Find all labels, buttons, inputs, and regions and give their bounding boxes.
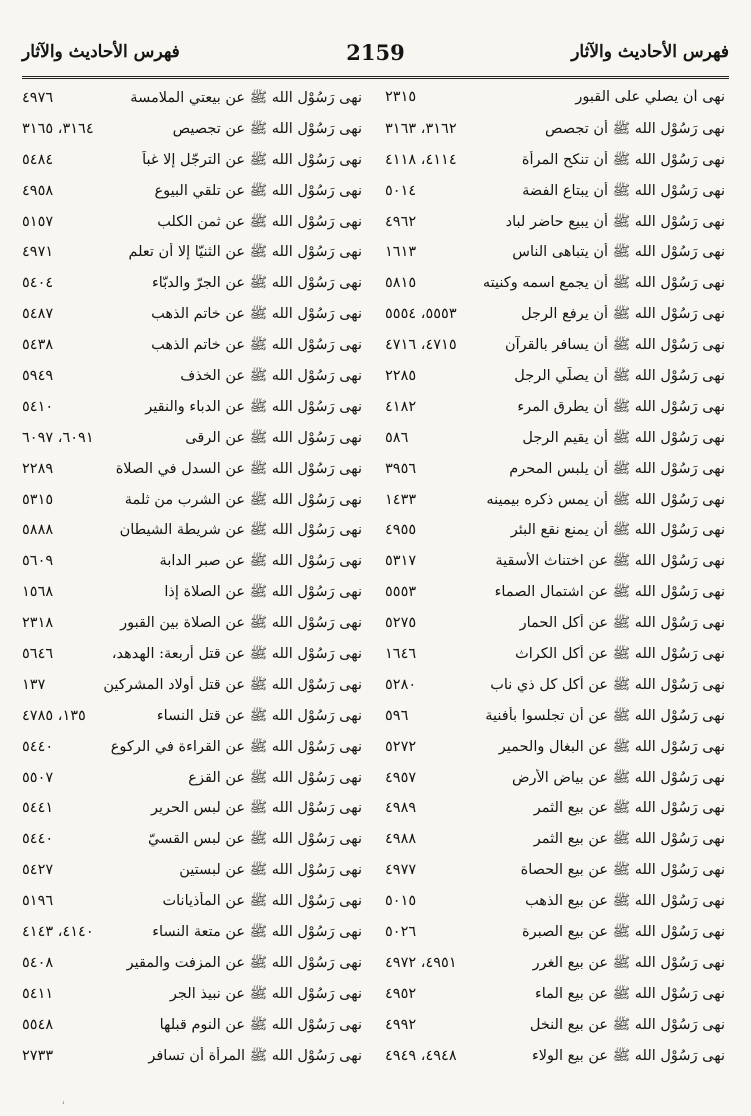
entry-text: نهى رَسُوْل الله ﷺ عن الجرّ والدبّاء: [151, 275, 362, 292]
entry-refs: ٢٢٨٥: [385, 368, 417, 385]
entry-refs: ٥٤٠٤: [22, 275, 54, 292]
entry-text: نهى رَسُوْل الله ﷺ عن أكل الكراث: [515, 646, 725, 663]
entry-text: نهى رَسُوْل الله ﷺ عن المأذيانات: [162, 893, 362, 910]
entry-refs: ٥٩٤٩: [22, 368, 54, 385]
entry-text: نهى رَسُوْل الله ﷺ عن بيع الماء: [534, 985, 725, 1002]
index-entry: [385, 552, 725, 583]
entry-refs: ١٣٥، ٤٧٨٥: [22, 707, 86, 724]
index-entry: [22, 830, 362, 861]
index-entry: [22, 552, 362, 583]
entry-text: نهى رَسُوْل الله ﷺ عن القراءة في الركوع: [110, 738, 362, 755]
entry-refs: ٤٧١٥، ٤٧١٦: [385, 337, 457, 354]
entry-refs: ٥٤٨٧: [22, 306, 54, 323]
index-entry: [22, 305, 362, 336]
page-number: 2159: [346, 40, 405, 65]
entry-text: نهى رَسُوْل الله ﷺ عن بياض الأرض: [511, 769, 725, 786]
entry-text: نهى رَسُوْل الله ﷺ عن صبر الدابة: [159, 553, 362, 570]
entry-refs: ٥٥٤٨: [22, 1016, 54, 1033]
index-entry: [385, 491, 725, 522]
entry-refs: ٤١٤٠، ٤١٤٣: [22, 924, 94, 941]
entry-refs: ٥٥٠٧: [22, 769, 54, 786]
entry-text: نهى رَسُوْل الله ﷺ عن النوم قبلها: [159, 1016, 362, 1033]
index-entry: [22, 120, 362, 151]
entry-refs: ٥٠١٥: [385, 893, 417, 910]
entry-refs: ٣١٦٤، ٣١٦٥: [22, 120, 94, 137]
index-entry: [385, 120, 725, 151]
entry-text: نهى رَسُوْل الله ﷺ عن الصلاة بين القبور: [120, 615, 362, 632]
stray-mark: ۥ: [62, 1098, 65, 1109]
entry-refs: ١٤٣٣: [385, 491, 417, 508]
entry-refs: ٥٤٤١: [22, 800, 54, 817]
entry-text: نهى رَسُوْل الله ﷺ أن تجصص: [545, 120, 725, 137]
entry-text: نهى رَسُوْل الله ﷺ أن يجمع اسمه وكنيته: [482, 275, 725, 292]
entry-refs: ٥٤١٠: [22, 398, 54, 415]
entry-text: نهى رَسُوْل الله ﷺ أن يقيم الرجل: [522, 429, 725, 446]
index-entry: [22, 182, 362, 213]
index-entry: [22, 645, 362, 676]
entry-refs: ١٥٦٨: [22, 584, 54, 601]
entry-text: نهى رَسُوْل الله ﷺ عن بيع الحصاة: [520, 862, 725, 879]
entry-refs: ٥٥٥٣، ٥٥٥٤: [385, 306, 457, 323]
entry-refs: ٤٩٧٧: [385, 862, 417, 879]
entry-refs: ٤٩٧١: [22, 244, 54, 261]
index-entry: [22, 583, 362, 614]
entry-refs: ٥٢٨٠: [385, 676, 417, 693]
index-entry: [22, 521, 362, 552]
index-entry: [22, 614, 362, 645]
index-entry: [385, 213, 725, 244]
entry-text: نهى رَسُوْل الله ﷺ أن يصلّي الرجل: [514, 368, 725, 385]
entry-text: نهى رَسُوْل الله ﷺ عن الرقى: [185, 429, 362, 446]
entry-refs: ٤٩٩٢: [385, 1016, 417, 1033]
entry-refs: ٥٢٧٢: [385, 738, 417, 755]
entry-text: نهى رَسُوْل الله ﷺ عن قتل النساء: [156, 707, 362, 724]
entry-text: نهى رَسُوْل الله ﷺ عن لبس القسيّ: [148, 831, 362, 848]
entry-refs: ٥٤٤٠: [22, 738, 54, 755]
entry-text: نهى رَسُوْل الله ﷺ أن تنكح المرأة: [521, 151, 725, 168]
index-entry: [385, 985, 725, 1016]
entry-text: نهى رَسُوْل الله ﷺ عن شريطة الشيطان: [119, 522, 362, 539]
index-entry: [22, 861, 362, 892]
entry-refs: ٢٧٣٣: [22, 1047, 54, 1064]
index-entry: [385, 460, 725, 491]
entry-refs: ٥٦٠٩: [22, 553, 54, 570]
entry-refs: ٢٣١٨: [22, 615, 54, 632]
entry-text: نهى رَسُوْل الله ﷺ عن بيع الذهب: [525, 893, 725, 910]
index-entry: [385, 305, 725, 336]
index-entry: [385, 182, 725, 213]
entry-text: نهى رَسُوْل الله ﷺ عن قتل أولاد المشركين: [103, 676, 362, 693]
entry-refs: ٤٩٥٧: [385, 769, 417, 786]
entry-text: نهى رَسُوْل الله ﷺ أن يبيع حاضر لباد: [505, 213, 725, 230]
entry-text: نهى رَسُوْل الله ﷺ عن بيع الغرر: [532, 954, 725, 971]
entry-text: نهى رَسُوْل الله ﷺ عن بيع الثمر: [533, 831, 725, 848]
index-entry: [385, 521, 725, 552]
index-entry: [385, 1016, 725, 1047]
entry-refs: ٥٣١٥: [22, 491, 54, 508]
index-entry: [385, 799, 725, 830]
entry-text: نهى رَسُوْل الله ﷺ أن يلبس المحرم: [509, 460, 725, 477]
entry-refs: ٢٣١٥: [385, 89, 417, 105]
entry-refs: ٤١١٤، ٤١١٨: [385, 151, 457, 168]
entry-text: نهى رَسُوْل الله ﷺ عن تجصيص: [172, 120, 362, 137]
entry-text: نهى رَسُوْل الله ﷺ عن اشتمال الصماء: [494, 584, 725, 601]
entry-text: نهى رَسُوْل الله ﷺ عن أكل الحمار: [519, 615, 725, 632]
index-entry: [385, 830, 725, 861]
index-entry: [385, 614, 725, 645]
index-entry: [22, 769, 362, 800]
entry-text: نهى رَسُوْل الله ﷺ عن أكل كل ذي ناب: [490, 676, 725, 693]
entry-refs: ٤٩٥١، ٤٩٧٢: [385, 954, 457, 971]
entry-text: نهى رَسُوْل الله ﷺ عن المزفت والمقير: [126, 954, 362, 971]
entry-refs: ٣٩٥٦: [385, 460, 417, 477]
index-entry: [385, 336, 725, 367]
index-entry: [22, 799, 362, 830]
index-entry: [22, 274, 362, 305]
entry-refs: ٥٩٦: [385, 707, 409, 724]
index-entry: [22, 676, 362, 707]
index-entry: [22, 954, 362, 985]
entry-refs: ٥٤٤٠: [22, 831, 54, 848]
entry-text: نهى رَسُوْل الله ﷺ عن الشرب من ثلمة: [124, 491, 362, 508]
entry-text: نهى رَسُوْل الله ﷺ عن الصلاة إذا: [164, 584, 362, 601]
entry-text: نهى رَسُوْل الله ﷺ عن نبيذ الجر: [169, 985, 362, 1002]
entry-text: نهى رَسُوْل الله ﷺ عن بيع الصبرة: [522, 924, 725, 941]
running-title-right: فهرس الأحاديث والآثار: [571, 42, 729, 62]
entry-text: نهى أن يصلي على القبور: [575, 89, 725, 105]
entry-refs: ٤٩٤٨، ٤٩٤٩: [385, 1047, 457, 1064]
entry-refs: ٥٠١٤: [385, 182, 417, 199]
entry-text: نهى رَسُوْل الله ﷺ عن البغال والحمير: [498, 738, 725, 755]
entry-refs: ٥٤٢٧: [22, 862, 54, 879]
entry-text: نهى رَسُوْل الله ﷺ عن الدباء والنقير: [145, 398, 362, 415]
entry-text: نهى رَسُوْل الله ﷺ أن يتباهى الناس: [512, 244, 725, 261]
entry-text: نهى رَسُوْل الله ﷺ عن اختناث الأسقية: [495, 553, 725, 570]
entry-refs: ٣١٦٢، ٣١٦٣: [385, 120, 457, 137]
entry-refs: ٥٦٤٦: [22, 646, 54, 663]
entry-text: نهى رَسُوْل الله ﷺ عن خاتم الذهب: [151, 306, 362, 323]
entry-text: نهى رَسُوْل الله ﷺ عن قتل أربعة: الهدهد،: [111, 646, 362, 663]
entry-text: نهى رَسُوْل الله ﷺ أن يمنع نقع البئر: [510, 522, 725, 539]
index-entry: [385, 583, 725, 614]
index-entry: [385, 151, 725, 182]
index-entry: [385, 769, 725, 800]
entry-refs: ٥٥٥٣: [385, 584, 417, 601]
index-entry: [22, 367, 362, 398]
entry-refs: ٥٤٣٨: [22, 337, 54, 354]
index-entry: [385, 398, 725, 429]
entry-refs: ٤٩٨٩: [385, 800, 417, 817]
entry-refs: ٤١٨٢: [385, 398, 417, 415]
index-entry: [385, 1047, 725, 1078]
entry-refs: ٥٢٧٥: [385, 615, 417, 632]
entry-refs: ٥٤٨٤: [22, 151, 54, 168]
entry-refs: ٤٩٥٢: [385, 985, 417, 1002]
page-header: [22, 40, 729, 70]
header-rule: [22, 76, 729, 79]
index-entry: [385, 738, 725, 769]
index-entry: [22, 460, 362, 491]
index-entry: [385, 367, 725, 398]
entry-text: نهى رَسُوْل الله ﷺ عن خاتم الذهب: [151, 337, 362, 354]
index-entry: [385, 861, 725, 892]
entry-refs: ٦٠٩١، ٦٠٩٧: [22, 429, 94, 446]
entry-text: نهى رَسُوْل الله ﷺ عن الخذف: [180, 368, 362, 385]
entry-text: نهى رَسُوْل الله ﷺ عن بيع الثمر: [533, 800, 725, 817]
index-entry: [22, 1047, 362, 1078]
index-entry: [385, 954, 725, 985]
index-entry: [22, 398, 362, 429]
entry-text: نهى رَسُوْل الله ﷺ أن يرفع الرجل: [521, 306, 725, 323]
entry-text: نهى رَسُوْل الله ﷺ عن لبستين: [179, 862, 362, 879]
entry-refs: ٤٩٨٨: [385, 831, 417, 848]
index-entry: [22, 738, 362, 769]
entry-refs: ٥٠٢٦: [385, 924, 417, 941]
entry-text: نهى رَسُوْل الله ﷺ عن بيعتي الملامسة: [130, 90, 362, 106]
entry-refs: ١٣٧: [22, 676, 46, 693]
entry-refs: ٥٤١١: [22, 985, 54, 1002]
entry-text: نهى رَسُوْل الله ﷺ أن يسافر بالقرآن: [504, 337, 725, 354]
index-entry: [385, 707, 725, 738]
entry-refs: ٤٩٦٢: [385, 213, 417, 230]
entry-refs: ٤٩٧٦: [22, 90, 54, 106]
entry-text: نهى رَسُوْل الله ﷺ عن متعة النساء: [152, 924, 362, 941]
index-entry: [385, 89, 725, 120]
index-entry: [385, 243, 725, 274]
index-entry: [385, 923, 725, 954]
entry-text: نهى رَسُوْل الله ﷺ عن تلقي البيوع: [154, 182, 362, 199]
index-entry: [22, 923, 362, 954]
right-column: [385, 89, 725, 1078]
entry-refs: ٥٣١٧: [385, 553, 417, 570]
index-entry: [22, 213, 362, 244]
index-entry: [22, 151, 362, 182]
index-entry: [22, 892, 362, 923]
index-entry: [22, 1016, 362, 1047]
entry-text: نهى رَسُوْل الله ﷺ عن بيع النخل: [529, 1016, 725, 1033]
index-entry: [385, 892, 725, 923]
index-entry: [22, 89, 362, 120]
entry-refs: ٥٨١٥: [385, 275, 417, 292]
entry-refs: ١٦٤٦: [385, 646, 417, 663]
entry-refs: ٥٤٠٨: [22, 954, 54, 971]
entry-text: نهى رَسُوْل الله ﷺ المرأة أن تسافر: [148, 1047, 362, 1064]
running-title-left: فهرس الأحاديث والآثار: [22, 42, 180, 62]
entry-text: نهى رَسُوْل الله ﷺ أن يبتاع الفضة: [522, 182, 725, 199]
entry-text: نهى رَسُوْل الله ﷺ عن الثنيّا إلا أن تعلم: [128, 244, 362, 261]
entry-text: نهى رَسُوْل الله ﷺ عن القزع: [188, 769, 362, 786]
index-entry: [22, 707, 362, 738]
entry-text: نهى رَسُوْل الله ﷺ عن أن تجلسوا بأفنية: [485, 707, 725, 724]
left-column: [22, 89, 362, 1078]
entry-text: نهى رَسُوْل الله ﷺ أن يطرق المرء: [517, 398, 725, 415]
index-entry: [22, 336, 362, 367]
entry-text: نهى رَسُوْل الله ﷺ عن لبس الحرير: [151, 800, 362, 817]
entry-text: نهى رَسُوْل الله ﷺ عن السدل في الصلاة: [115, 460, 362, 477]
index-entry: [385, 274, 725, 305]
entry-refs: ٢٢٨٩: [22, 460, 54, 477]
entry-refs: ٥٨٦: [385, 429, 409, 446]
entry-refs: ٥١٥٧: [22, 213, 54, 230]
index-entry: [22, 985, 362, 1016]
entry-text: نهى رَسُوْل الله ﷺ عن ثمن الكلب: [157, 213, 362, 230]
entry-text: نهى رَسُوْل الله ﷺ عن بيع الولاء: [531, 1047, 725, 1064]
index-entry: [22, 429, 362, 460]
entry-text: نهى رَسُوْل الله ﷺ عن الترجّل إلا غباً: [142, 151, 362, 168]
index-entry: [385, 645, 725, 676]
index-entry: [22, 243, 362, 274]
entry-refs: ٥١٩٦: [22, 893, 54, 910]
entry-refs: ٤٩٥٨: [22, 182, 54, 199]
entry-refs: ١٦١٣: [385, 244, 417, 261]
index-entry: [22, 491, 362, 522]
index-entry: [385, 676, 725, 707]
entry-refs: ٥٨٨٨: [22, 522, 54, 539]
index-entry: [385, 429, 725, 460]
entry-refs: ٤٩٥٥: [385, 522, 417, 539]
entry-text: نهى رَسُوْل الله ﷺ أن يمس ذكره بيمينه: [486, 491, 725, 508]
